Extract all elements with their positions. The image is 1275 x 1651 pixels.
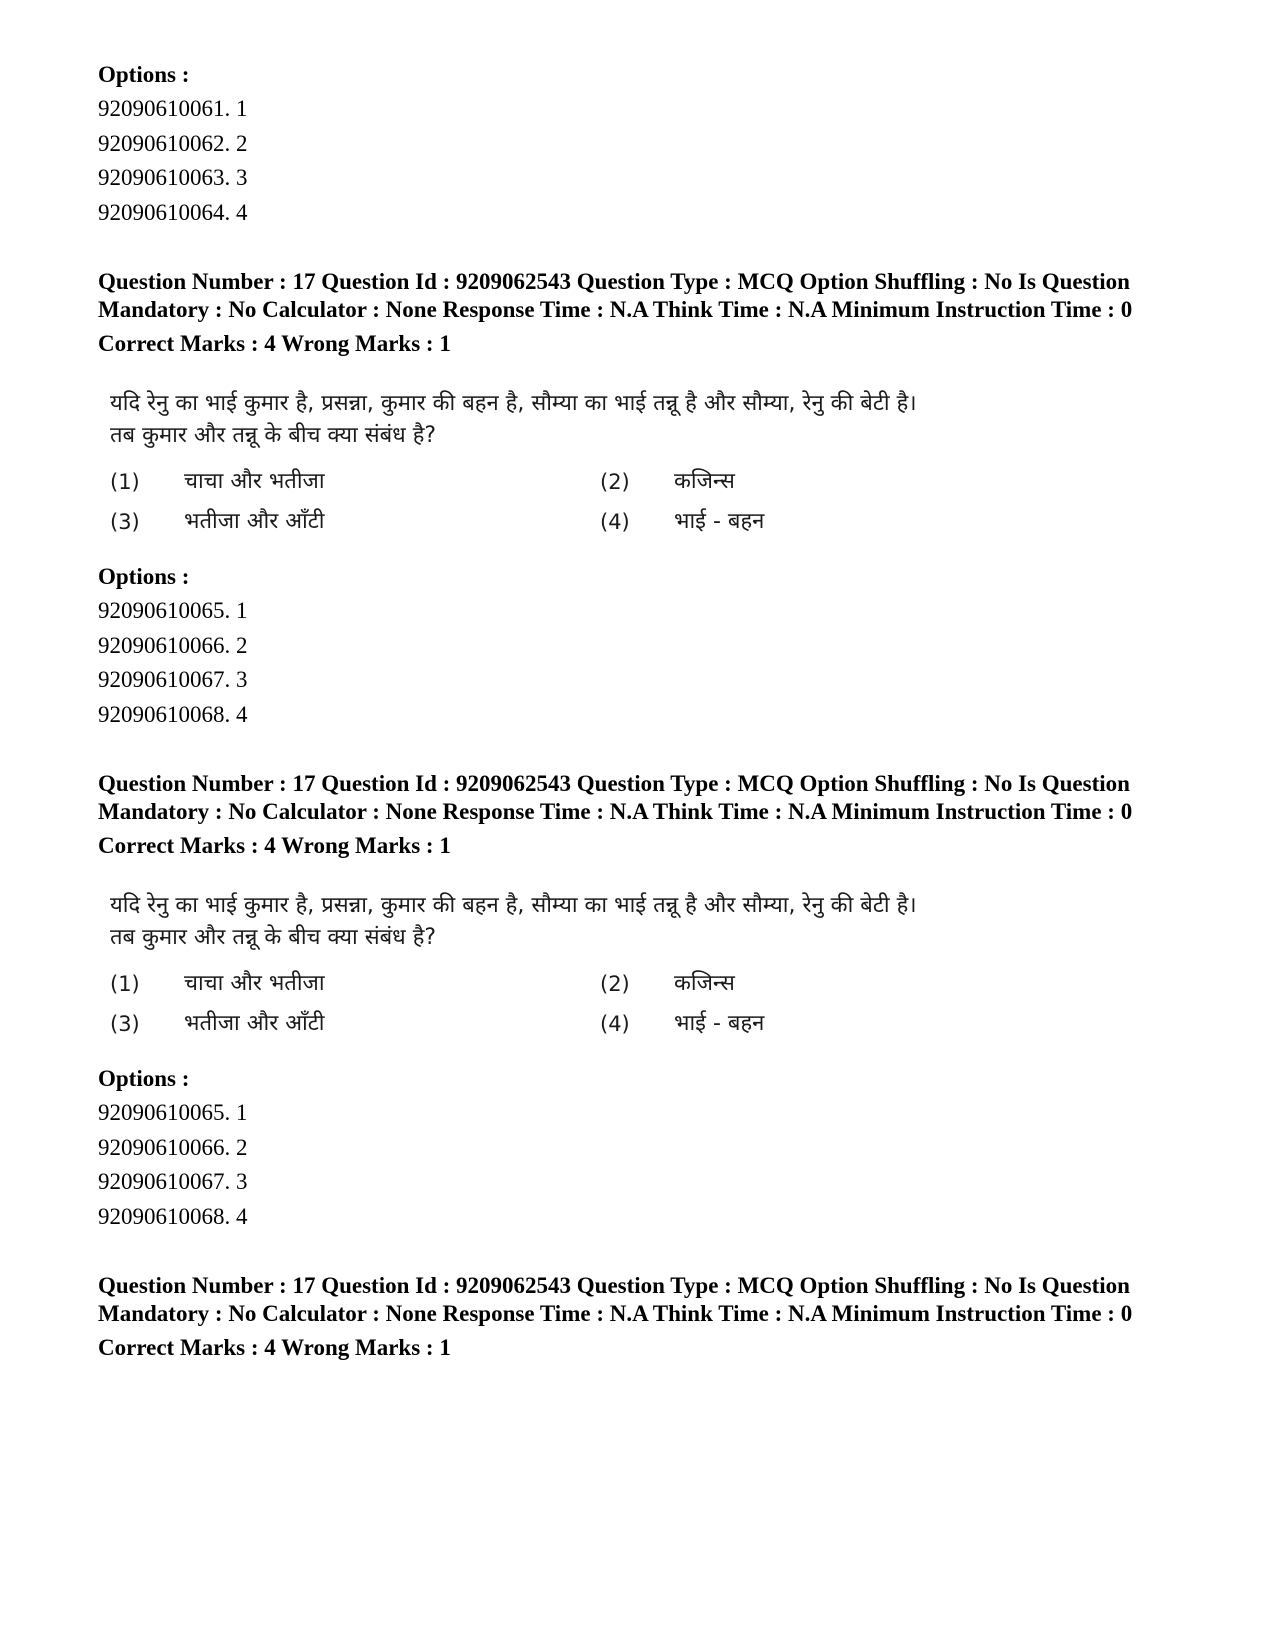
option-item: 92090610066. 2 <box>98 1134 248 1160</box>
choice-text: कजिन्स <box>674 469 735 494</box>
question-header: Question Number : 17 Question Id : 9209062543 Question Type : MCQ Option Shuffling : No Is Question Mandatory : No Calculator : None Response Time : N.A Think Time : N.A Minimum Instruction Time : 0 <box>98 1273 1133 1326</box>
choice-number: (2) <box>600 470 630 494</box>
choice-3 <box>110 506 600 538</box>
choice-text: भाई - बहन <box>674 1011 765 1036</box>
question-header: Question Number : 17 Question Id : 9209062543 Question Type : MCQ Option Shuffling : No Is Question Mandatory : No Calculator : None Response Time : N.A Think Time : N.A Minimum Instruction Time : 0 <box>98 771 1133 824</box>
option-item: 92090610063. 3 <box>98 165 248 190</box>
marks-line: Correct Marks : 4 Wrong Marks : 1 <box>98 331 451 356</box>
choice-number: (1) <box>110 972 140 996</box>
question-header: Question Number : 17 Question Id : 9209062543 Question Type : MCQ Option Shuffling : No Is Question Mandatory : No Calculator : None Response Time : N.A Think Time : N.A Minimum Instruction Time : 0 <box>98 269 1133 322</box>
options-label: Options : <box>98 62 190 87</box>
choice-number: (2) <box>600 972 630 996</box>
option-item: 92090610062. 2 <box>98 130 248 156</box>
option-item: 92090610066. 2 <box>98 632 248 658</box>
option-item: 92090610065. 1 <box>98 598 248 623</box>
choice-text: चाचा और भतीजा <box>184 469 325 494</box>
options-label: Options : <box>98 1066 190 1091</box>
question-text-line1: यदि रेनु का भाई कुमार है, प्रसन्ना, कुमार की बहन है, सौम्या का भाई तन्नू है और सौम्या, रेनु की बेटी है। <box>110 391 917 416</box>
choice-1 <box>110 968 600 1000</box>
choice-number: (1) <box>110 470 140 494</box>
option-item: 92090610067. 3 <box>98 1169 248 1194</box>
marks-line: Correct Marks : 4 Wrong Marks : 1 <box>98 1335 451 1360</box>
choice-text: भाई - बहन <box>674 509 765 534</box>
question-text-line2: तब कुमार और तन्नू के बीच क्या संबंध है? <box>110 423 437 448</box>
choice-text: चाचा और भतीजा <box>184 971 325 996</box>
choice-2 <box>600 968 1000 1000</box>
question-content <box>110 388 1010 538</box>
question-content <box>110 890 1010 1040</box>
choice-3 <box>110 1008 600 1040</box>
question-block-2 <box>98 770 1188 1234</box>
question-text-line2: तब कुमार और तन्नू के बीच क्या संबंध है? <box>110 925 437 950</box>
choice-2 <box>600 466 1000 498</box>
option-item: 92090610061. 1 <box>98 96 248 121</box>
choice-text: कजिन्स <box>674 971 735 996</box>
question-block-1 <box>98 268 1188 732</box>
choice-text: भतीजा और आँटी <box>184 509 325 534</box>
question-block-3 <box>98 1272 1188 1362</box>
option-item: 92090610068. 4 <box>98 1203 248 1229</box>
choice-4 <box>600 1008 1000 1040</box>
marks-line: Correct Marks : 4 Wrong Marks : 1 <box>98 833 451 858</box>
option-item: 92090610068. 4 <box>98 701 248 727</box>
choice-number: (4) <box>600 1012 630 1036</box>
choice-number: (3) <box>110 510 140 534</box>
options-label: Options : <box>98 564 190 589</box>
option-item: 92090610065. 1 <box>98 1100 248 1125</box>
choice-4 <box>600 506 1000 538</box>
document-page <box>98 58 1188 1362</box>
option-item: 92090610067. 3 <box>98 667 248 692</box>
options-block-top <box>98 58 1188 230</box>
choice-1 <box>110 466 600 498</box>
choice-text: भतीजा और आँटी <box>184 1011 325 1036</box>
choice-number: (4) <box>600 510 630 534</box>
option-item: 92090610064. 4 <box>98 199 248 225</box>
question-text-line1: यदि रेनु का भाई कुमार है, प्रसन्ना, कुमार की बहन है, सौम्या का भाई तन्नू है और सौम्या, रेनु की बेटी है। <box>110 893 917 918</box>
answer-choices <box>110 968 1010 1040</box>
answer-choices <box>110 466 1010 538</box>
choice-number: (3) <box>110 1012 140 1036</box>
